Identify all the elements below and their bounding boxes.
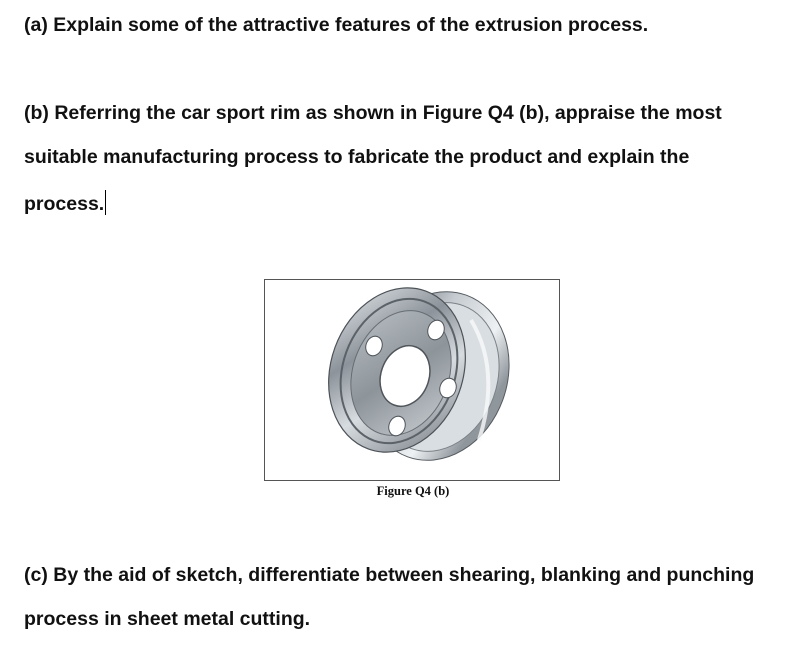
wheel-rim-image <box>265 280 561 482</box>
figure-caption: Figure Q4 (b) <box>376 484 450 498</box>
figure-frame <box>264 279 560 481</box>
question-c-line-1: (c) By the aid of sketch, differentiate between shearing, blanking and punching <box>24 564 755 586</box>
question-b-line-2: suitable manufacturing process to fabricate the product and explain the <box>24 146 690 168</box>
question-b-line-1: (b) Referring the car sport rim as shown in Figure Q4 (b), appraise the most <box>24 102 722 124</box>
question-b-line-3: process. <box>24 193 105 215</box>
question-c-line-2: process in sheet metal cutting. <box>24 608 311 630</box>
question-b-line-3-wrapper <box>24 190 106 216</box>
question-a: (a) Explain some of the attractive features of the extrusion process. <box>24 14 649 36</box>
text-cursor <box>105 190 106 215</box>
